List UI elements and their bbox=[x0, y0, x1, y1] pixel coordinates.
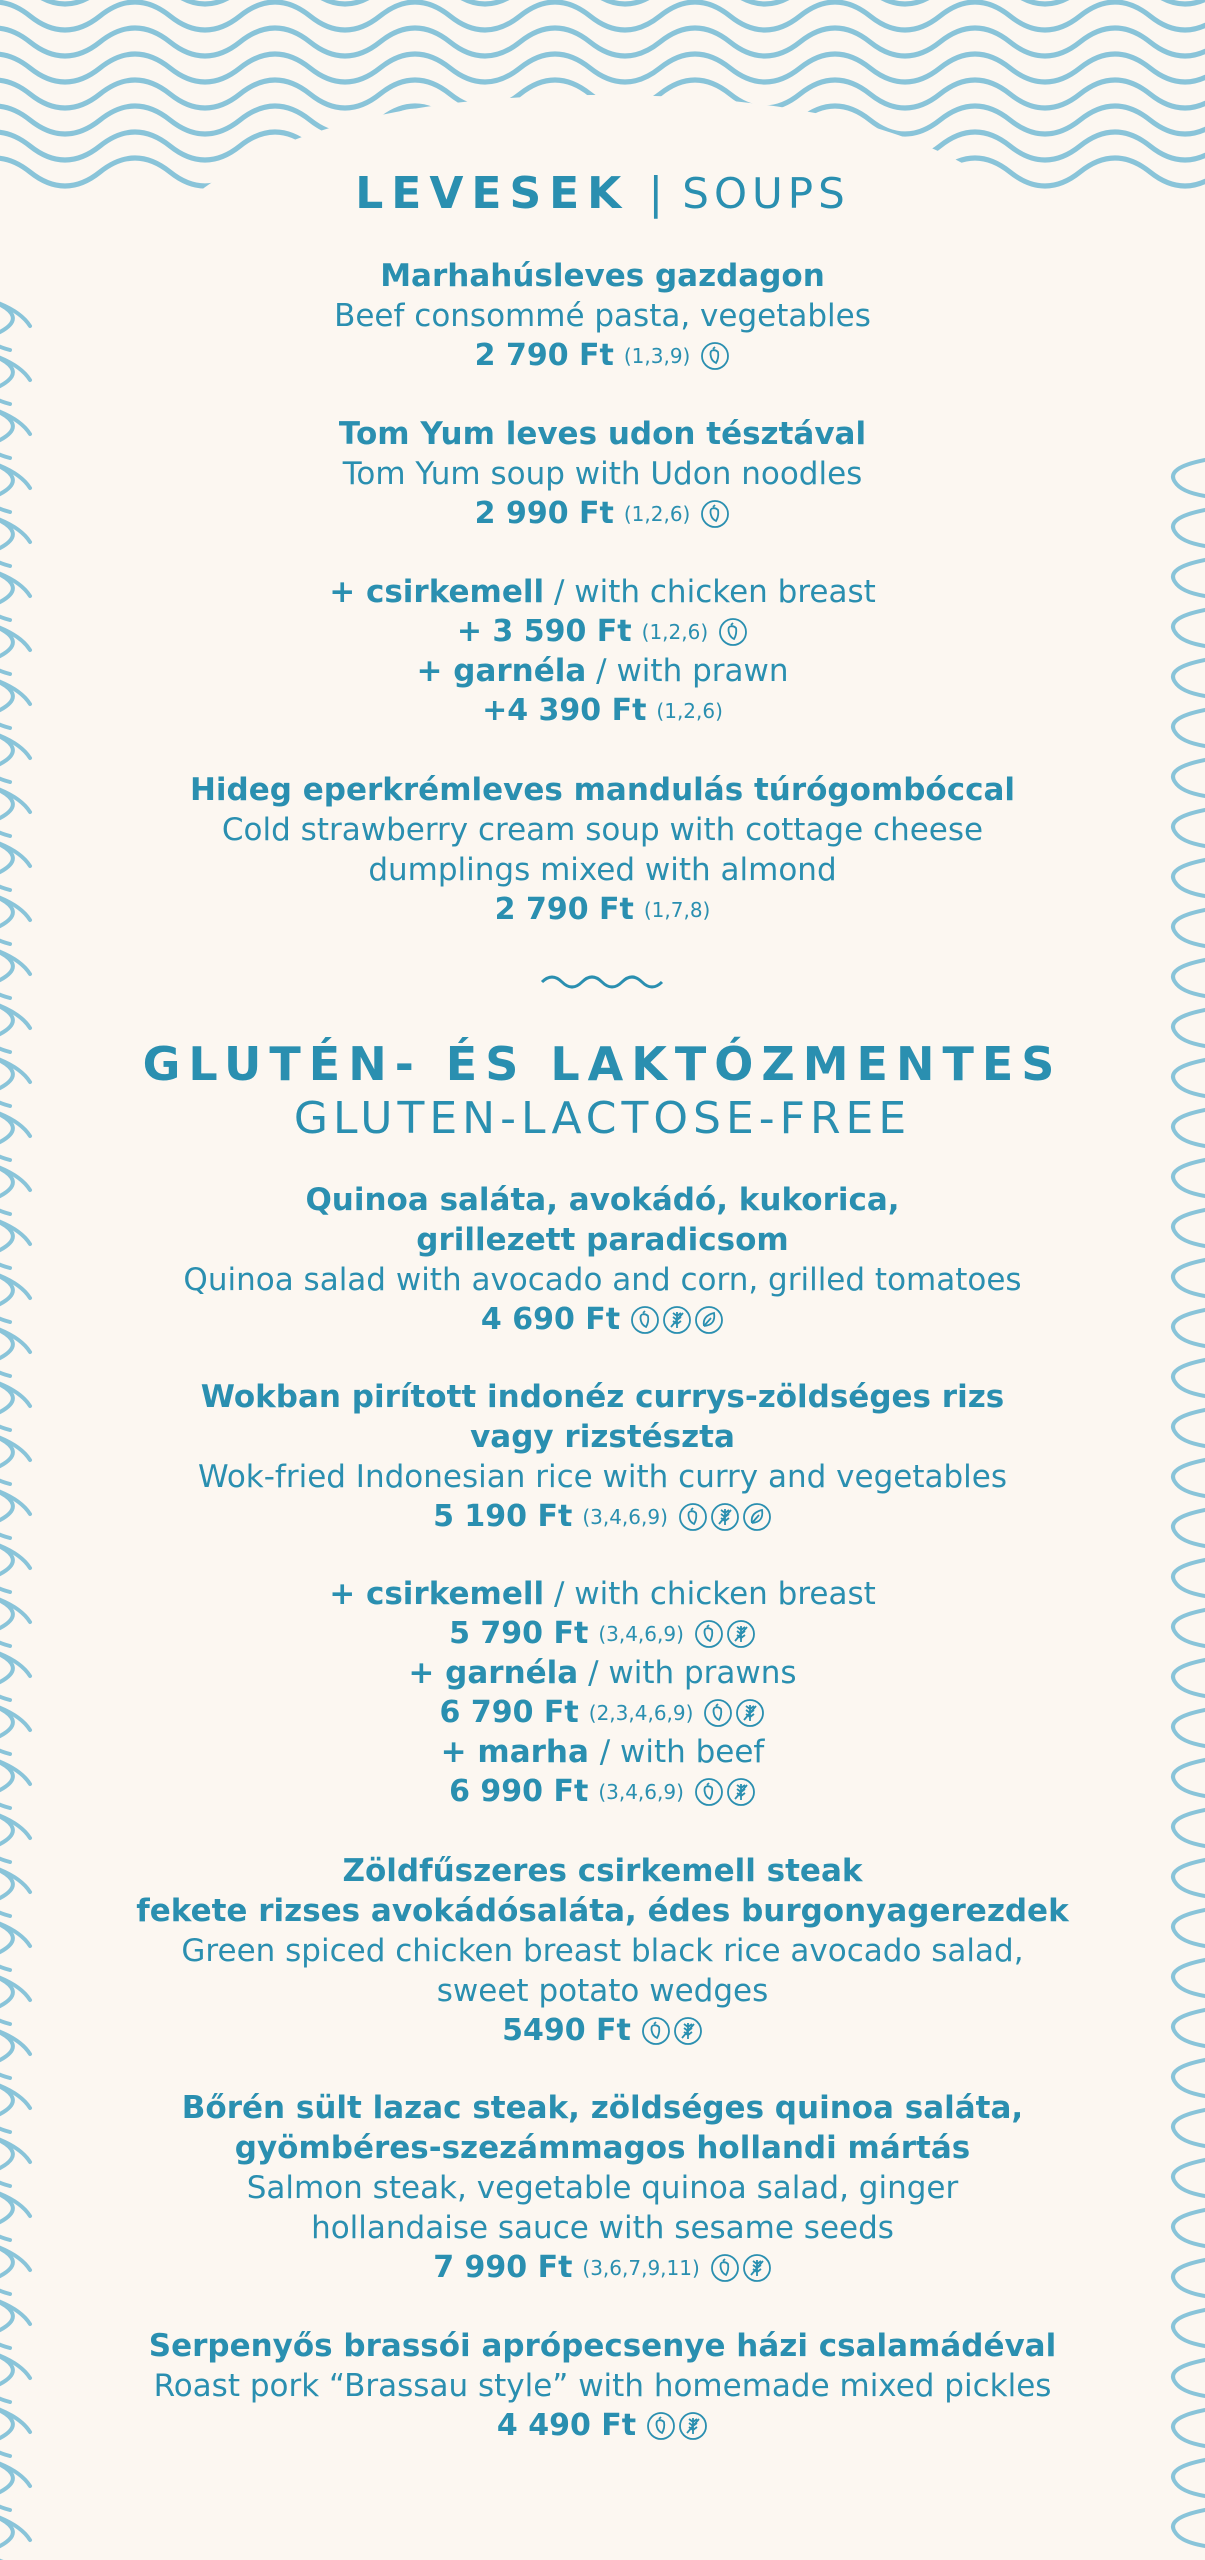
menu-item bbox=[110, 1377, 1095, 1537]
menu-item bbox=[110, 414, 1095, 534]
item-description: Roast pork “Brassau style” with homemade mixed pickles bbox=[153, 2368, 1052, 2404]
allergen-codes: (1,2,6) bbox=[623, 502, 691, 526]
soups-title-en: SOUPS bbox=[682, 169, 850, 218]
price-row bbox=[110, 691, 1095, 731]
item-name: Hideg eperkrémleves mandulás túrógombóccal bbox=[189, 772, 1016, 808]
addon-item bbox=[110, 1732, 1095, 1812]
soups-title-hu: LEVESEK bbox=[355, 168, 630, 219]
price-row bbox=[110, 1693, 1095, 1733]
item-name: vagy rizstészta bbox=[470, 1419, 735, 1455]
price: 6 990 Ft bbox=[449, 1774, 589, 1809]
dietary-icons bbox=[718, 617, 748, 647]
menu-item bbox=[110, 256, 1095, 376]
item-name: Tom Yum leves udon tésztával bbox=[338, 416, 867, 452]
price: 2 790 Ft bbox=[494, 892, 634, 927]
item-description: hollandaise sauce with sesame seeds bbox=[311, 2210, 894, 2246]
price: + 3 590 Ft bbox=[456, 614, 632, 649]
price-row bbox=[110, 1300, 1095, 1340]
gf-title-hu: GLUTÉN- ÉS LAKTÓZMENTES bbox=[142, 1037, 1063, 1091]
addon-label bbox=[110, 1732, 1095, 1772]
addon-name: + csirkemell bbox=[329, 1576, 545, 1612]
wheat-icon bbox=[726, 1619, 756, 1649]
chili-icon bbox=[641, 2016, 671, 2046]
allergen-codes: (3,4,6,9) bbox=[598, 1780, 684, 1804]
price-row bbox=[110, 494, 1095, 534]
item-name: Serpenyős brassói aprópecsenye házi csalamádéval bbox=[148, 2328, 1057, 2364]
allergen-codes: (1,3,9) bbox=[623, 344, 691, 368]
chili-icon bbox=[703, 1698, 733, 1728]
price: 7 990 Ft bbox=[433, 2250, 573, 2285]
wheat-icon bbox=[726, 1777, 756, 1807]
price: 5 190 Ft bbox=[433, 1499, 573, 1534]
leaf-icon bbox=[694, 1305, 724, 1335]
addon-item bbox=[110, 1653, 1095, 1733]
gf-title-en: GLUTEN-LACTOSE-FREE bbox=[293, 1093, 912, 1144]
chili-icon bbox=[678, 1502, 708, 1532]
item-name: Zöldfűszeres csirkemell steak bbox=[342, 1853, 863, 1889]
price-row bbox=[110, 2248, 1095, 2288]
item-name: grillezett paradicsom bbox=[416, 1222, 789, 1258]
price-row bbox=[110, 1772, 1095, 1812]
item-name: fekete rizses avokádósaláta, édes burgonyagerezdek bbox=[136, 1893, 1069, 1929]
price-row bbox=[110, 1497, 1095, 1537]
addon-translation: / with prawn bbox=[586, 653, 789, 689]
item-description: Salmon steak, vegetable quinoa salad, ginger bbox=[246, 2170, 959, 2206]
wheat-icon bbox=[742, 2253, 772, 2283]
item-description: Green spiced chicken breast black rice avocado salad, bbox=[181, 1933, 1024, 1969]
allergen-codes: (3,6,7,9,11) bbox=[582, 2256, 700, 2280]
addon-item bbox=[110, 1574, 1095, 1654]
price: 2 790 Ft bbox=[474, 338, 614, 373]
allergen-codes: (1,2,6) bbox=[641, 620, 709, 644]
item-description: Tom Yum soup with Udon noodles bbox=[342, 456, 863, 492]
dietary-icons bbox=[646, 2411, 708, 2441]
allergen-codes: (2,3,4,6,9) bbox=[588, 1701, 694, 1725]
chili-icon bbox=[718, 617, 748, 647]
allergen-codes: (3,4,6,9) bbox=[598, 1622, 684, 1646]
price: +4 390 Ft bbox=[482, 693, 647, 728]
item-description: sweet potato wedges bbox=[436, 1973, 769, 2009]
item-name: Quinoa saláta, avokádó, kukorica, bbox=[305, 1182, 900, 1218]
addon-translation: / with beef bbox=[599, 1734, 765, 1770]
item-description: Wok-fried Indonesian rice with curry and vegetables bbox=[197, 1459, 1008, 1495]
price: 6 790 Ft bbox=[439, 1695, 579, 1730]
price: 4 490 Ft bbox=[496, 2408, 637, 2443]
item-description: Quinoa salad with avocado and corn, grilled tomatoes bbox=[183, 1262, 1022, 1298]
wave-divider-icon bbox=[540, 970, 665, 994]
wheat-icon bbox=[710, 1502, 740, 1532]
price-row bbox=[110, 612, 1095, 652]
item-name: gyömbéres-szezámmagos hollandi mártás bbox=[234, 2130, 971, 2166]
chili-icon bbox=[694, 1777, 724, 1807]
item-name: Bőrén sült lazac steak, zöldséges quinoa saláta, bbox=[181, 2090, 1024, 2126]
menu-item bbox=[110, 1851, 1095, 2051]
addon-translation: / with chicken breast bbox=[544, 1576, 876, 1612]
allergen-codes: (1,2,6) bbox=[656, 699, 723, 723]
addon-translation: / with chicken breast bbox=[544, 574, 876, 610]
dietary-icons bbox=[700, 341, 730, 371]
dietary-icons bbox=[694, 1619, 756, 1649]
allergen-codes: (3,4,6,9) bbox=[582, 1505, 668, 1529]
wheat-icon bbox=[735, 1698, 765, 1728]
addon-name: + garnéla bbox=[408, 1655, 579, 1691]
addon-item bbox=[110, 572, 1095, 652]
menu-item bbox=[110, 2326, 1095, 2446]
addon-name: + marha bbox=[440, 1734, 600, 1770]
wheat-icon bbox=[673, 2016, 703, 2046]
chili-icon bbox=[700, 341, 730, 371]
dietary-icons bbox=[678, 1502, 772, 1532]
menu-item bbox=[110, 770, 1095, 930]
price: 4 690 Ft bbox=[480, 1302, 621, 1337]
wheat-icon bbox=[678, 2411, 708, 2441]
addon-name: + garnéla bbox=[416, 653, 587, 689]
price-row bbox=[110, 2011, 1095, 2051]
addon-translation: / with prawns bbox=[578, 1655, 797, 1691]
chili-icon bbox=[694, 1619, 724, 1649]
chili-icon bbox=[630, 1305, 660, 1335]
price: 5 790 Ft bbox=[449, 1616, 589, 1651]
price-row bbox=[110, 2406, 1095, 2446]
addon-name: + csirkemell bbox=[329, 574, 545, 610]
item-description: Beef consommé pasta, vegetables bbox=[334, 298, 871, 334]
price-row bbox=[110, 890, 1095, 930]
wheat-icon bbox=[662, 1305, 692, 1335]
dietary-icons bbox=[703, 1698, 765, 1728]
price: 2 990 Ft bbox=[474, 496, 614, 531]
dietary-icons bbox=[641, 2016, 703, 2046]
dietary-icons bbox=[630, 1305, 724, 1335]
addon-item bbox=[110, 651, 1095, 731]
menu-item bbox=[110, 1180, 1095, 1340]
chili-icon bbox=[646, 2411, 676, 2441]
dietary-icons bbox=[694, 1777, 756, 1807]
title-separator: | bbox=[648, 168, 664, 219]
addon-label bbox=[110, 572, 1095, 612]
leaf-icon bbox=[742, 1502, 772, 1532]
menu-item bbox=[110, 2088, 1095, 2288]
dietary-icons bbox=[710, 2253, 772, 2283]
price-row bbox=[110, 1614, 1095, 1654]
chili-icon bbox=[710, 2253, 740, 2283]
price: 5490 Ft bbox=[502, 2013, 631, 2048]
chili-icon bbox=[700, 499, 730, 529]
item-name: Wokban pirított indonéz currys-zöldséges rizs bbox=[200, 1379, 1005, 1415]
item-name: Marhahúsleves gazdagon bbox=[380, 258, 825, 294]
item-description: dumplings mixed with almond bbox=[368, 852, 837, 888]
gf-title bbox=[0, 1036, 1205, 1146]
allergen-codes: (1,7,8) bbox=[643, 898, 711, 922]
addon-label bbox=[110, 651, 1095, 691]
price-row bbox=[110, 336, 1095, 376]
addon-label bbox=[110, 1574, 1095, 1614]
dietary-icons bbox=[700, 499, 730, 529]
addon-label bbox=[110, 1653, 1095, 1693]
item-description: Cold strawberry cream soup with cottage cheese bbox=[221, 812, 984, 848]
soups-title bbox=[0, 168, 1205, 219]
